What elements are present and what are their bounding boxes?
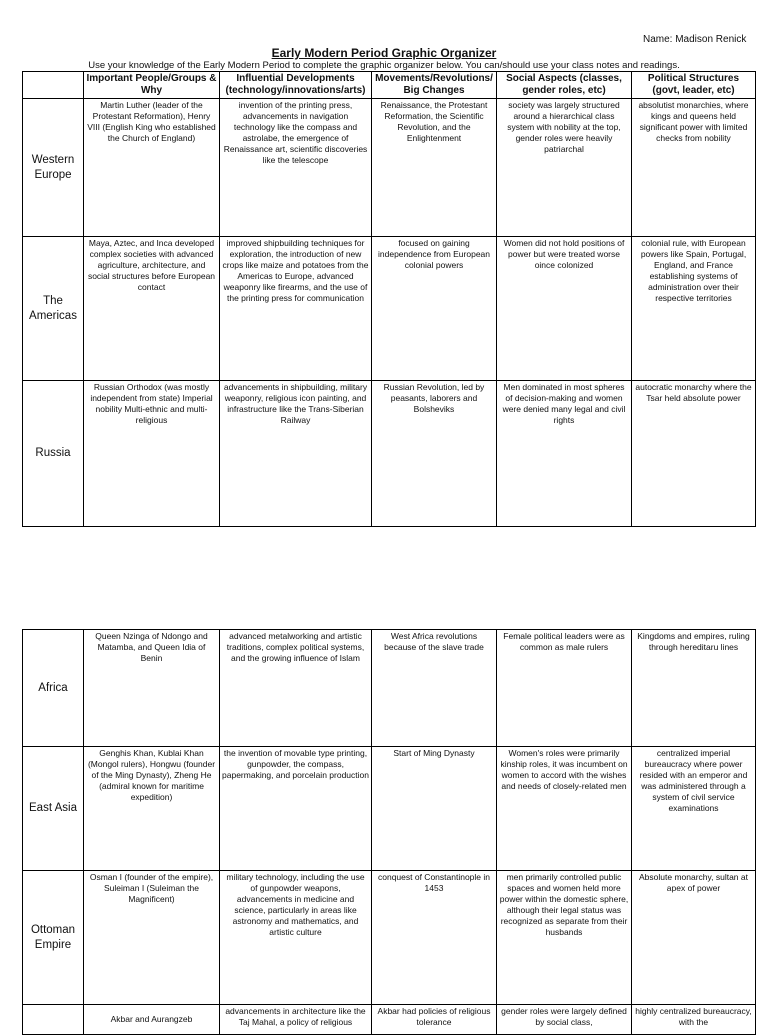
people-cell: Martin Luther (leader of the Protestant Reformation), Henry VIII (English King who established the Church of England) bbox=[84, 99, 220, 237]
people-cell: Maya, Aztec, and Inca developed complex societies with advanced agriculture, architecture, and social structures before European contact bbox=[84, 237, 220, 381]
table-row bbox=[23, 237, 756, 381]
developments-cell: advancements in shipbuilding, military weaponry, religious icon painting, and infrastructure like the Trans-Siberian Railway bbox=[220, 381, 372, 527]
social-cell: society was largely structured around a hierarchical class system with nobility at the top, gender roles were heavily patriarchal bbox=[497, 99, 632, 237]
political-cell: Kingdoms and empires, ruling through hereditaru lines bbox=[632, 630, 756, 747]
social-cell: men primarily controlled public spaces and women held more power within the domestic sphere, although their legal status was recognized as separate from their husbands bbox=[497, 871, 632, 1005]
region-cell: Russia bbox=[23, 381, 84, 527]
table-row bbox=[23, 99, 756, 237]
political-cell: autocratic monarchy where the Tsar held absolute power bbox=[632, 381, 756, 527]
table-row bbox=[23, 871, 756, 1005]
developments-cell: improved shipbuilding techniques for exploration, the introduction of new crops like maize and potatoes from the Americas to Europe, advanced weaponry like firearms, and the use of the printing press for communication bbox=[220, 237, 372, 381]
header-political: Political Structures (govt, leader, etc) bbox=[632, 72, 756, 99]
people-cell: Akbar and Aurangzeb bbox=[84, 1005, 220, 1035]
region-cell: Ottoman Empire bbox=[23, 871, 84, 1005]
instructions: Use your knowledge of the Early Modern Period to complete the graphic organizer below. You can/should use your class notes and readings. bbox=[88, 60, 680, 71]
region-cell: The Americas bbox=[23, 237, 84, 381]
developments-cell: advanced metalworking and artistic traditions, complex political systems, and the growing influence of Islam bbox=[220, 630, 372, 747]
movements-cell: Renaissance, the Protestant Reformation, the Scientific Revolution, and the Enlightenment bbox=[372, 99, 497, 237]
region-cell: Western Europe bbox=[23, 99, 84, 237]
region-cell bbox=[23, 1005, 84, 1035]
developments-cell: the invention of movable type printing, gunpowder, the compass, papermaking, and porcelain production bbox=[220, 747, 372, 871]
social-cell: Female political leaders were as common as male rulers bbox=[497, 630, 632, 747]
people-cell: Osman I (founder of the empire), Suleiman I (Suleiman the Magnificent) bbox=[84, 871, 220, 1005]
movements-cell: conquest of Constantinople in 1453 bbox=[372, 871, 497, 1005]
header-region bbox=[23, 72, 84, 99]
header-developments: Influential Developments (technology/innovations/arts) bbox=[220, 72, 372, 99]
people-cell: Russian Orthodox (was mostly independent from state) Imperial nobility Multi-ethnic and multi-religious bbox=[84, 381, 220, 527]
social-cell: Women's roles were primarily kinship roles, it was incumbent on women to accord with the wishes and needs of closely-related men bbox=[497, 747, 632, 871]
header-social: Social Aspects (classes, gender roles, etc) bbox=[497, 72, 632, 99]
movements-cell: Start of Ming Dynasty bbox=[372, 747, 497, 871]
region-cell: Africa bbox=[23, 630, 84, 747]
movements-cell: focused on gaining independence from European colonial powers bbox=[372, 237, 497, 381]
table-row bbox=[23, 381, 756, 527]
political-cell: centralized imperial bureaucracy where power resided with an emperor and was administered through a system of civil service examinations bbox=[632, 747, 756, 871]
political-cell: highly centralized bureaucracy, with the bbox=[632, 1005, 756, 1035]
developments-cell: invention of the printing press, advancements in navigation technology like the compass and astrolabe, the emergence of Renaissance art, scientific discoveries like the telescope bbox=[220, 99, 372, 237]
political-cell: Absolute monarchy, sultan at apex of power bbox=[632, 871, 756, 1005]
student-name: Name: Madison Renick bbox=[643, 34, 747, 45]
social-cell: gender roles were largely defined by social class, bbox=[497, 1005, 632, 1035]
organizer-table-bottom bbox=[22, 629, 756, 1035]
developments-cell: military technology, including the use of gunpowder weapons, advancements in medicine and science, particularly in areas like astronomy and mathematics, and artistic culture bbox=[220, 871, 372, 1005]
table-row bbox=[23, 630, 756, 747]
movements-cell: Akbar had policies of religious tolerance bbox=[372, 1005, 497, 1035]
header-row bbox=[23, 72, 756, 99]
developments-cell: advancements in architecture like the Taj Mahal, a policy of religious bbox=[220, 1005, 372, 1035]
social-cell: Women did not hold positions of power but were treated worse oince colonized bbox=[497, 237, 632, 381]
people-cell: Genghis Khan, Kublai Khan (Mongol rulers), Hongwu (founder of the Ming Dynasty), Zheng He (admiral known for maritime expedition) bbox=[84, 747, 220, 871]
header-movements: Movements/Revolutions/ Big Changes bbox=[372, 72, 497, 99]
political-cell: absolutist monarchies, where kings and queens held significant power with limited checks from nobility bbox=[632, 99, 756, 237]
movements-cell: Russian Revolution, led by peasants, laborers and Bolsheviks bbox=[372, 381, 497, 527]
people-cell: Queen Nzinga of Ndongo and Matamba, and Queen Idia of Benin bbox=[84, 630, 220, 747]
page-title: Early Modern Period Graphic Organizer bbox=[271, 46, 497, 60]
social-cell: Men dominated in most spheres of decision-making and women were denied many legal and civil rights bbox=[497, 381, 632, 527]
header-people: Important People/Groups & Why bbox=[84, 72, 220, 99]
political-cell: colonial rule, with European powers like Spain, Portugal, England, and France establishing systems of administration over their respective territories bbox=[632, 237, 756, 381]
table-row bbox=[23, 1005, 756, 1035]
organizer-table-top bbox=[22, 71, 756, 527]
table-row bbox=[23, 747, 756, 871]
region-cell: East Asia bbox=[23, 747, 84, 871]
movements-cell: West Africa revolutions because of the slave trade bbox=[372, 630, 497, 747]
